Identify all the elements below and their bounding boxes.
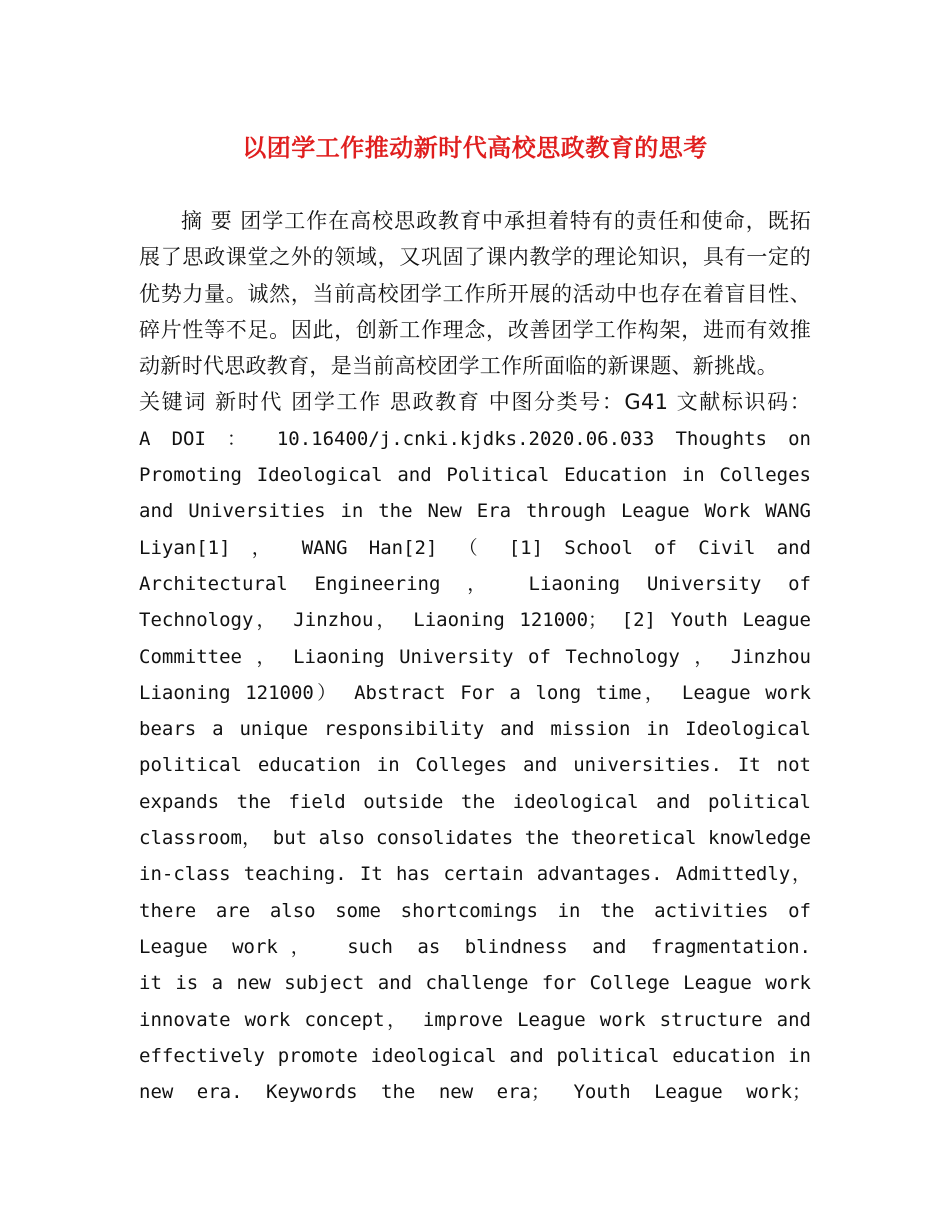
text-line: new era. Keywords the new era； Youth League work；	[139, 1081, 811, 1104]
text-line: in-class teaching. It has certain advantages. Admittedly，	[139, 863, 811, 886]
text-line: classroom， but also consolidates the theoretical knowledge	[139, 827, 811, 850]
text-line: political education in Colleges and universities. It not	[139, 754, 811, 777]
text-line: and Universities in the New Era through League Work WANG	[139, 500, 811, 523]
text-line: Architectural Engineering ， Liaoning University of	[139, 572, 811, 595]
text-line: innovate work concept， improve League work structure and	[139, 1008, 811, 1031]
text-line: it is a new subject and challenge for College League work	[139, 972, 811, 995]
abstract-body	[139, 203, 811, 1110]
text-line: Technology， Jinzhou， Liaoning 121000； [2] Youth League	[139, 609, 811, 632]
text-line: there are also some shortcomings in the activities of	[139, 899, 811, 922]
text-line: A DOI ： 10.16400/j.cnki.kjdks.2020.06.033 Thoughts on	[139, 427, 811, 450]
text-line: League work， such as blindness and fragmentation.	[139, 935, 811, 958]
text-line: Promoting Ideological and Political Education in Colleges	[139, 464, 811, 487]
text-line: effectively promote ideological and political education in	[139, 1044, 811, 1067]
text-line: expands the field outside the ideological and political	[139, 790, 811, 813]
text-line: Committee ， Liaoning University of Technology ， Jinzhou	[139, 645, 811, 668]
text-line: 展了思政课堂之外的领域，又巩固了课内教学的理论知识，具有一定的	[139, 245, 811, 270]
text-line: Liaoning 121000） Abstract For a long time， League work	[139, 681, 811, 704]
text-line: 摘 要 团学工作在高校思政教育中承担着特有的责任和使命，既拓	[181, 209, 811, 233]
text-line: 关键词 新时代 团学工作 思政教育 中图分类号：G41 文献标识码：	[139, 390, 811, 415]
text-line: bears a unique responsibility and mission in Ideological	[139, 718, 811, 741]
text-line: 碎片性等不足。因此，创新工作理念，改善团学工作构架，进而有效推	[139, 317, 811, 342]
text-line: Liyan[1] ， WANG Han[2] （ [1] School of Civil and	[139, 536, 811, 559]
page-title: 以团学工作推动新时代高校思政教育的思考	[242, 133, 708, 162]
text-line: 优势力量。诚然，当前高校团学工作所开展的活动中也存在着盲目性、	[139, 281, 811, 306]
text-line: 动新时代思政教育，是当前高校团学工作所面临的新课题、新挑战。	[139, 354, 778, 379]
